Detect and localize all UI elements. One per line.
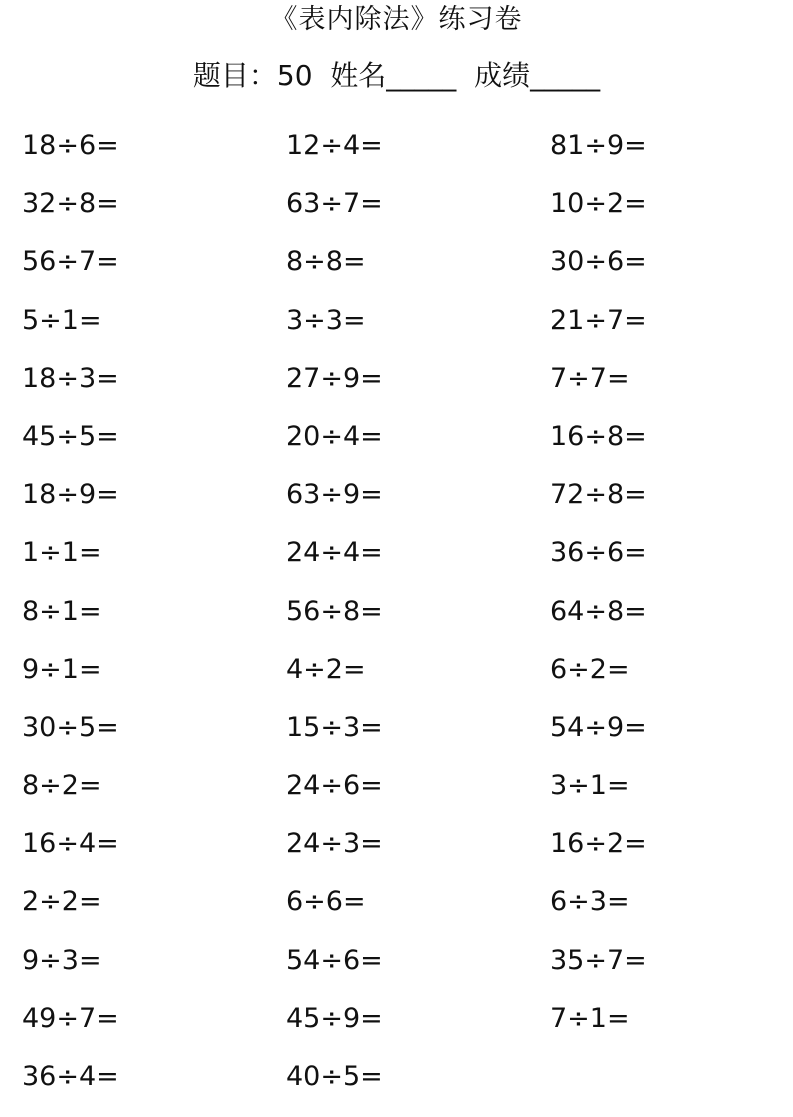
division-problem: 24÷6= (286, 770, 383, 802)
division-problem: 24÷4= (286, 537, 383, 569)
worksheet-title: 《表内除法》练习卷 (270, 4, 523, 35)
division-problem: 30÷5= (22, 711, 119, 743)
division-problem: 81÷9= (550, 130, 647, 161)
division-problem: 5÷1= (22, 304, 102, 336)
division-problem: 36÷4= (22, 1061, 119, 1092)
division-problem: 16÷8= (550, 420, 647, 452)
division-problem: 4÷2= (286, 653, 366, 685)
division-problem: 1÷1= (22, 537, 102, 569)
division-problem: 7÷1= (550, 1002, 630, 1034)
division-problem: 49÷7= (22, 1002, 119, 1034)
division-problem: 56÷7= (22, 246, 119, 278)
division-problem: 24÷3= (286, 828, 383, 860)
division-problem: 36÷6= (550, 537, 647, 569)
division-problem: 15÷3= (286, 711, 383, 743)
division-problem: 9÷1= (22, 653, 102, 685)
division-problem: 12÷4= (286, 130, 383, 161)
division-problem: 2÷2= (22, 886, 102, 918)
division-problem: 18÷3= (22, 362, 119, 394)
problem-grid (22, 128, 793, 1117)
division-problem: 6÷2= (550, 653, 630, 685)
division-problem: 18÷6= (22, 130, 119, 161)
division-problem: 32÷8= (22, 188, 119, 220)
division-problem: 54÷9= (550, 711, 647, 743)
division-problem: 3÷1= (550, 770, 630, 802)
division-problem: 56÷8= (286, 595, 383, 627)
division-problem: 9÷3= (22, 944, 102, 976)
division-problem: 45÷9= (286, 1002, 383, 1034)
division-problem: 16÷4= (22, 828, 119, 860)
division-problem: 6÷6= (286, 886, 366, 918)
division-problem: 63÷9= (286, 479, 383, 511)
division-problem: 27÷9= (286, 362, 383, 394)
division-problem: 8÷8= (286, 246, 366, 278)
division-problem: 7÷7= (550, 362, 630, 394)
division-problem: 18÷9= (22, 479, 119, 511)
division-problem: 45÷5= (22, 420, 119, 452)
division-problem: 8÷1= (22, 595, 102, 627)
division-problem: 3÷3= (286, 304, 366, 336)
division-problem: 54÷6= (286, 944, 383, 976)
division-problem: 20÷4= (286, 420, 383, 452)
division-problem: 10÷2= (550, 188, 647, 220)
division-problem: 64÷8= (550, 595, 647, 627)
division-problem: 16÷2= (550, 828, 647, 860)
worksheet-subtitle: 题目：50 姓名_____ 成绩_____ (192, 59, 601, 92)
division-problem: 40÷5= (286, 1061, 383, 1092)
division-problem: 8÷2= (22, 770, 102, 802)
division-problem: 63÷7= (286, 188, 383, 220)
division-problem: 35÷7= (550, 944, 647, 976)
division-problem: 21÷7= (550, 304, 647, 336)
division-problem: 30÷6= (550, 246, 647, 278)
division-problem: 72÷8= (550, 479, 647, 511)
division-problem: 6÷3= (550, 886, 630, 918)
